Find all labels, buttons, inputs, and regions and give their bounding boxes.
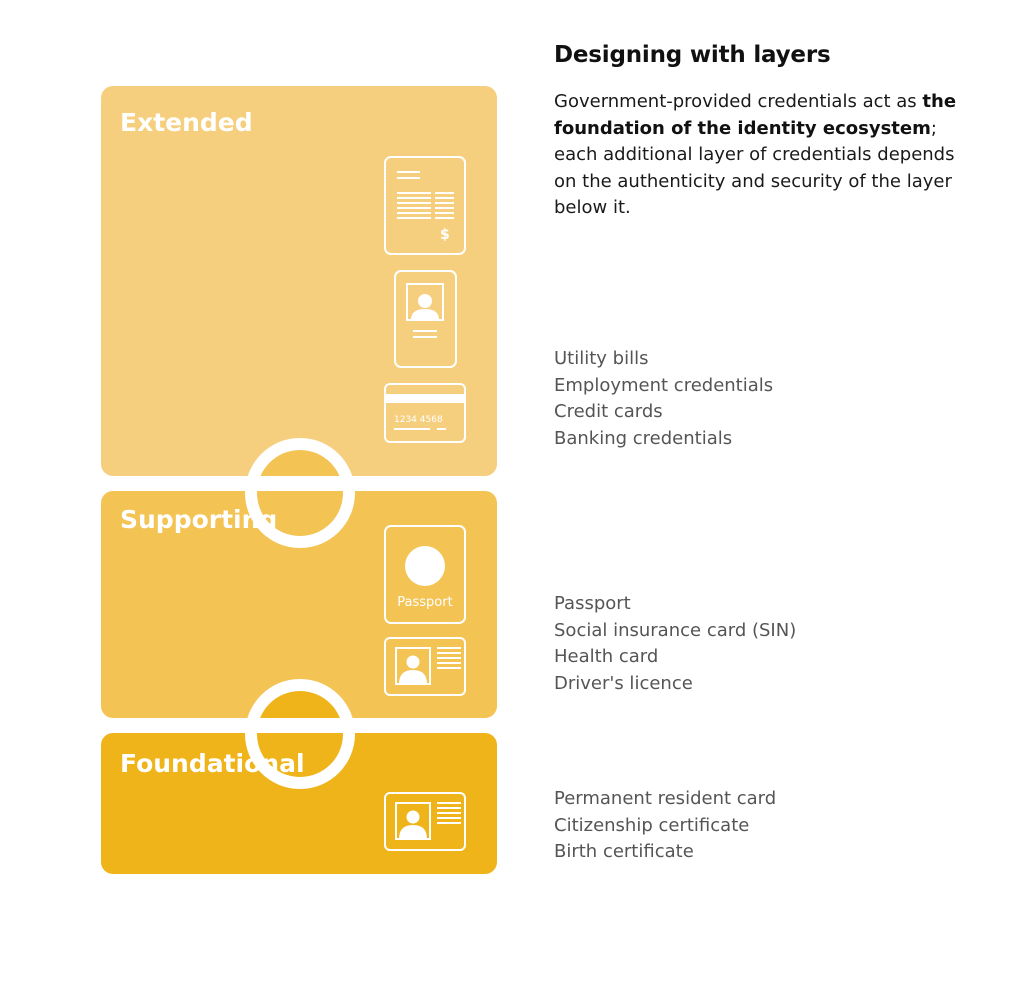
list-item: Birth certificate: [554, 841, 694, 863]
intro-text-after: ; each additional layer of credentials depends on the authenticity and security of the layer below it.: [554, 117, 955, 218]
intro-paragraph: [554, 89, 974, 222]
list-item: Permanent resident card: [554, 788, 777, 809]
list-item: Credit cards: [554, 401, 663, 423]
list-item: Utility bills: [554, 348, 649, 369]
foundational-credentials-list: [554, 786, 776, 866]
currency-symbol: $: [440, 227, 450, 243]
supporting-credentials-list: [554, 591, 796, 698]
list-item: Health card: [554, 646, 659, 668]
list-item: Driver's licence: [554, 673, 693, 695]
list-item: Passport: [554, 593, 631, 614]
list-item: Social insurance card (SIN): [554, 619, 797, 641]
passport-label: Passport: [397, 595, 453, 610]
card-number: 1234 4568: [394, 415, 443, 425]
page-heading: Designing with layers: [554, 42, 831, 68]
extended-credentials-list: [554, 346, 773, 453]
list-item: Citizenship certificate: [554, 814, 750, 836]
foundational-title: Foundational: [120, 749, 305, 778]
extended-title: Extended: [120, 108, 253, 137]
intro-text-before: Government-provided credentials act as: [554, 91, 923, 112]
supporting-title: Supporting: [120, 505, 278, 534]
intro-text-bold: the foundation of the identity ecosystem: [554, 91, 957, 139]
list-item: Banking credentials: [554, 428, 733, 450]
list-item: Employment credentials: [554, 374, 774, 396]
